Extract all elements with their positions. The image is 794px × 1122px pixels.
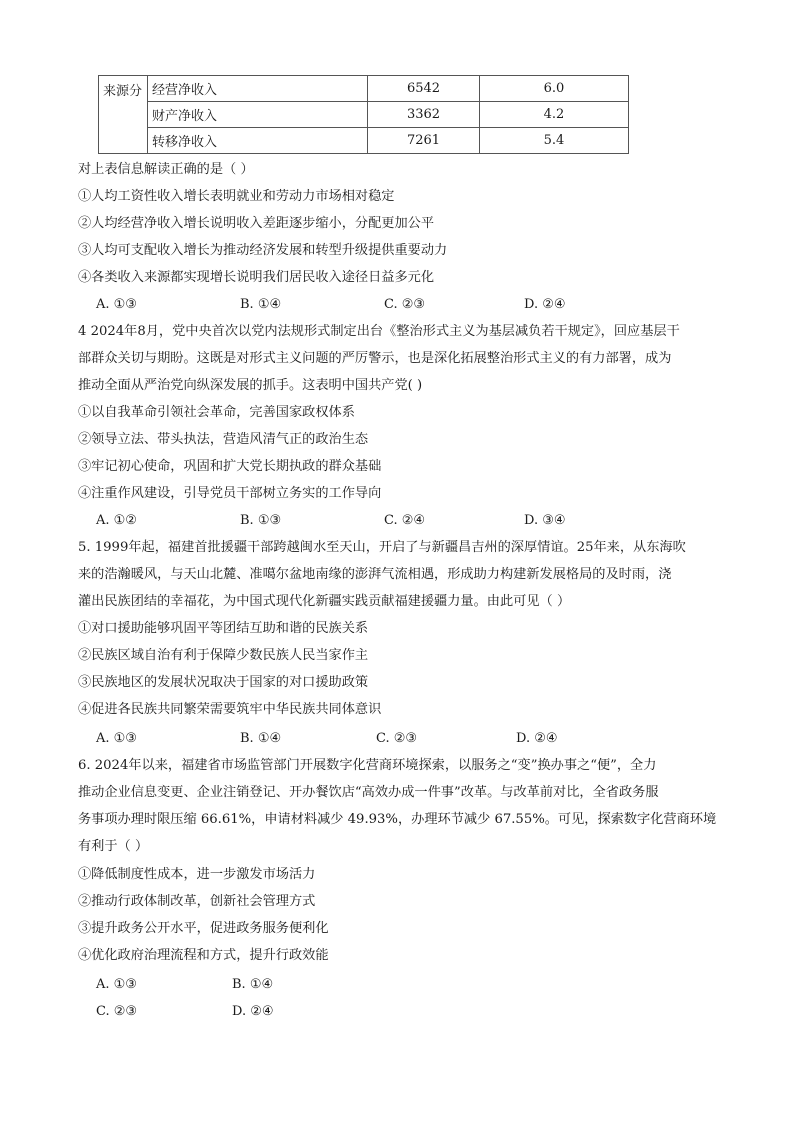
- question-5-stem-line-3: 灌出民族团结的幸福花，为中国式现代化新疆实践贡献福建援疆力量。由此可见（ ）: [78, 594, 571, 609]
- table-row: [99, 128, 629, 154]
- question-4-stem-line-3: 推动全面从严治党向纵深发展的抓手。这表明中国共产党( ): [78, 378, 423, 393]
- q3-statement-1: ①人均工资性收入增长表明就业和劳动力市场相对稳定: [78, 189, 395, 204]
- option-c[interactable]: C. ②③: [384, 297, 426, 312]
- table-cell-growth: 6.0: [480, 76, 629, 102]
- option-b[interactable]: B. ①④: [240, 297, 282, 312]
- q4-statement-1: ①以自我革命引领社会革命，完善国家政权体系: [78, 405, 355, 420]
- q5-statement-1: ①对口援助能够巩固平等团结互助和谐的民族关系: [78, 621, 369, 636]
- table-cell-item: 经营净收入: [148, 76, 368, 102]
- q4-statement-2: ②领导立法、带头执法，营造风清气正的政治生态: [78, 432, 369, 447]
- question-6-stem-line-4: 有利于（ ）: [78, 839, 149, 854]
- table-cell-value: 7261: [368, 128, 480, 154]
- question-6-stem-line-3: 务事项办理时限压缩 66.61%，申请材料减少 49.93%，办理环节减少 67.55%。可见，探索数字化营商环境: [78, 812, 717, 827]
- table-cell-item: 财产净收入: [148, 102, 368, 128]
- q6-statement-4: ④优化政府治理流程和方式，提升行政效能: [78, 948, 329, 963]
- q3-statement-3: ③人均可支配收入增长为推动经济发展和转型升级提供重要动力: [78, 243, 448, 258]
- option-d[interactable]: D. ②④: [524, 297, 566, 312]
- question-4-stem-line-1: 4 2024年8月，党中央首次以党内法规形式制定出台《整治形式主义为基层减负若干规定》，回应基层干: [78, 324, 680, 339]
- option-a[interactable]: A. ①③: [96, 731, 137, 746]
- option-a[interactable]: A. ①②: [96, 513, 137, 528]
- option-d[interactable]: D. ③④: [524, 513, 566, 528]
- table-cell-value: 6542: [368, 76, 480, 102]
- table-category-cell: 来源分: [99, 76, 148, 154]
- option-b[interactable]: B. ①③: [240, 513, 282, 528]
- q6-statement-2: ②推动行政体制改革，创新社会管理方式: [78, 894, 316, 909]
- q4-statement-3: ③牢记初心使命，巩固和扩大党长期执政的群众基础: [78, 459, 382, 474]
- q3-statement-2: ②人均经营净收入增长说明收入差距逐步缩小，分配更加公平: [78, 216, 435, 231]
- q5-statement-3: ③民族地区的发展状况取决于国家的对口援助政策: [78, 675, 369, 690]
- table-cell-value: 3362: [368, 102, 480, 128]
- question-5-stem-line-2: 来的浩瀚暖风，与天山北麓、准噶尔盆地南缘的澎湃气流相遇，形成助力构建新发展格局的及时雨，浇: [78, 567, 672, 582]
- table-cell-growth: 5.4: [480, 128, 629, 154]
- table-row: [99, 76, 629, 102]
- option-d[interactable]: D. ②④: [232, 1004, 274, 1019]
- option-b[interactable]: B. ①④: [232, 977, 274, 992]
- table-row: [99, 102, 629, 128]
- option-c[interactable]: C. ②④: [384, 513, 426, 528]
- q6-statement-3: ③提升政务公开水平，促进政务服务便利化: [78, 921, 329, 936]
- q6-statement-1: ①降低制度性成本，进一步激发市场活力: [78, 867, 316, 882]
- question-5-stem-line-1: 5. 1999年起，福建首批援疆干部跨越闽水至天山，开启了与新疆昌吉州的深厚情谊。25年来，从东海吹: [78, 540, 686, 555]
- question-3-stem: 对上表信息解读正确的是（ ）: [78, 162, 254, 177]
- q5-statement-4: ④促进各民族共同繁荣需要筑牢中华民族共同体意识: [78, 702, 382, 717]
- option-b[interactable]: B. ①④: [240, 731, 282, 746]
- option-a[interactable]: A. ①③: [96, 297, 137, 312]
- option-d[interactable]: D. ②④: [516, 731, 558, 746]
- question-6-stem-line-1: 6. 2024年以来，福建省市场监管部门开展数字化营商环境探索，以服务之“变”换办事之“便”，全力: [78, 758, 657, 773]
- question-4-stem-line-2: 部群众关切与期盼。这既是对形式主义问题的严厉警示，也是深化拓展整治形式主义的有力部署，成为: [78, 351, 672, 366]
- option-a[interactable]: A. ①③: [96, 977, 137, 992]
- table-cell-item: 转移净收入: [148, 128, 368, 154]
- q3-statement-4: ④各类收入来源都实现增长说明我们居民收入途径日益多元化: [78, 270, 435, 285]
- q4-statement-4: ④注重作风建设，引导党员干部树立务实的工作导向: [78, 486, 382, 501]
- option-c[interactable]: C. ②③: [96, 1004, 138, 1019]
- income-table: [98, 75, 629, 154]
- table-cell-growth: 4.2: [480, 102, 629, 128]
- question-6-stem-line-2: 推动企业信息变更、企业注销登记、开办餐饮店“高效办成一件事”改革。与改革前对比，全省政务服: [78, 785, 659, 800]
- option-c[interactable]: C. ②③: [376, 731, 418, 746]
- q5-statement-2: ②民族区域自治有利于保障少数民族人民当家作主: [78, 648, 369, 663]
